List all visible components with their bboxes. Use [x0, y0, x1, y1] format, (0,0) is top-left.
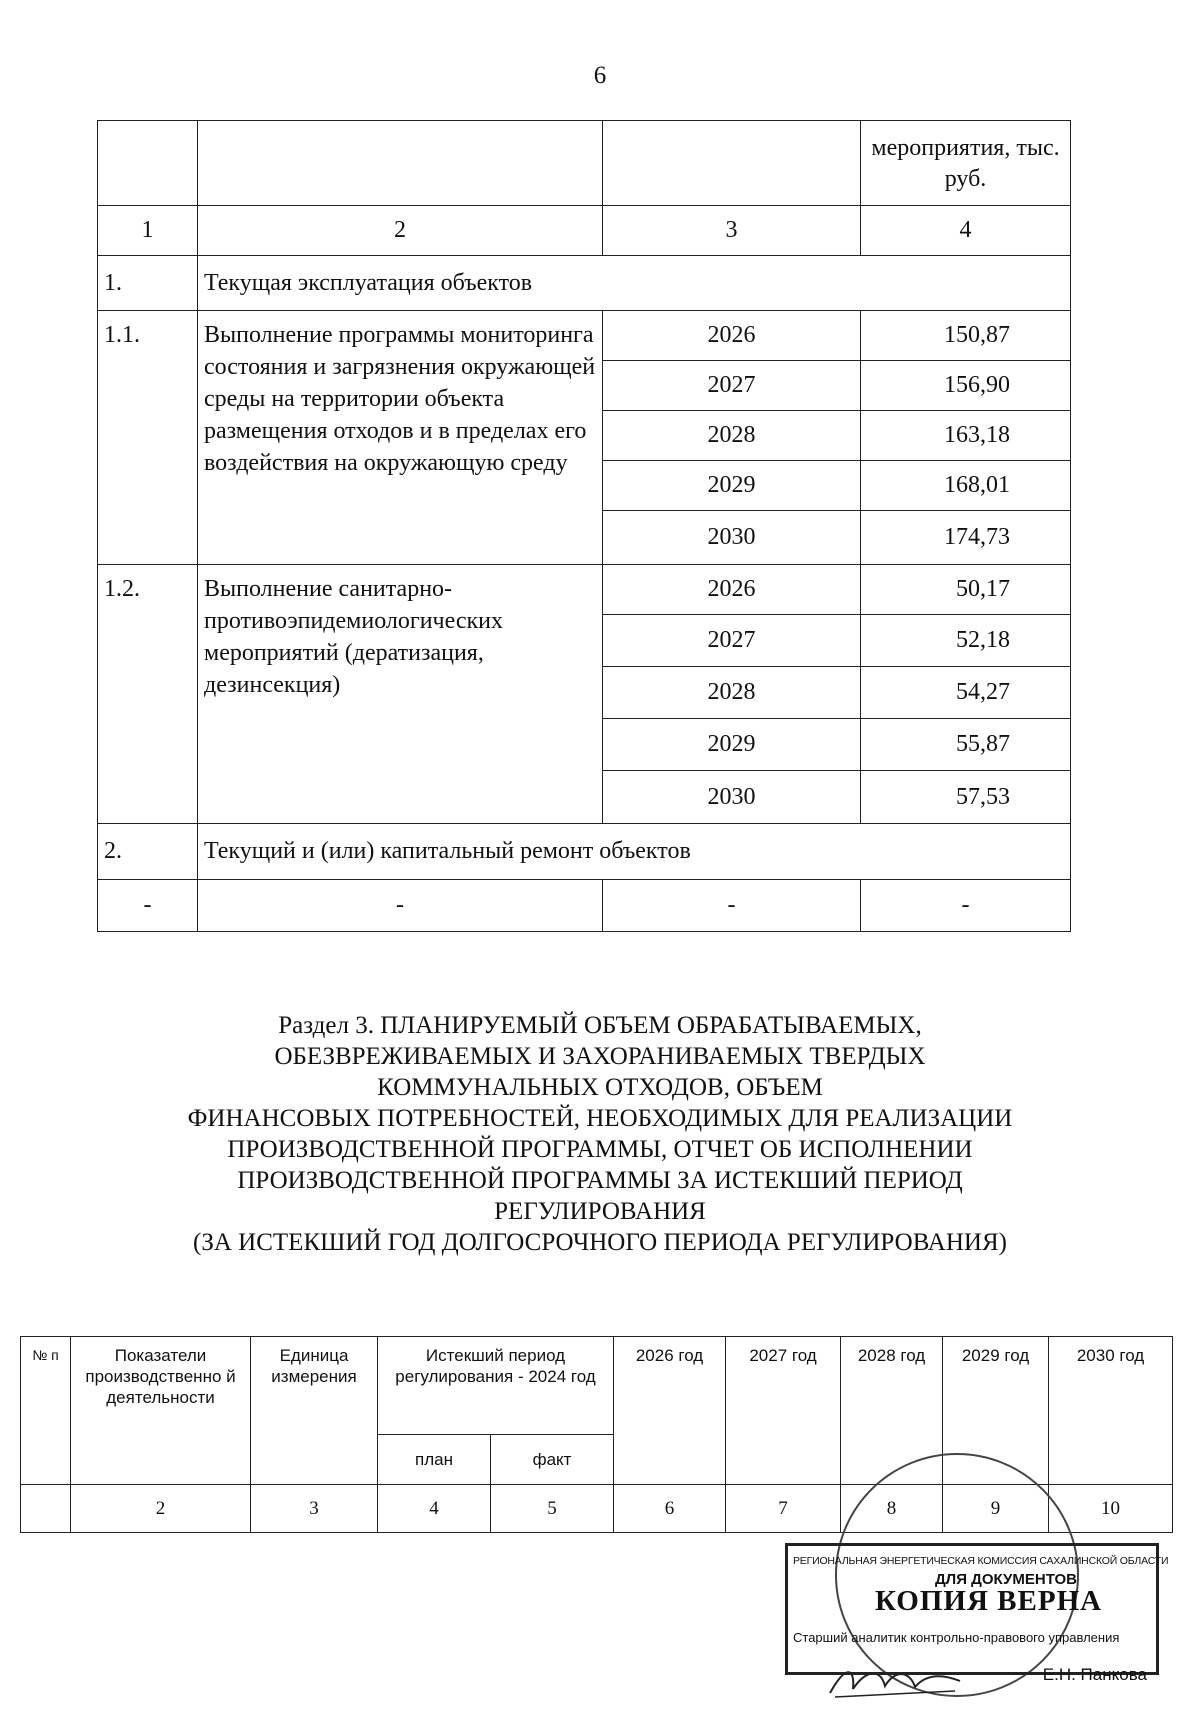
- section-title-line: ОБЕЗВРЕЖИВАЕМЫХ И ЗАХОРАНИВАЕМЫХ ТВЕРДЫХ: [274, 1043, 926, 1070]
- section-title-line: (ЗА ИСТЕКШИЙ ГОД ДОЛГОСРОЧНОГО ПЕРИОДА РЕГУЛИРОВАНИЯ): [193, 1229, 1007, 1256]
- column-number-row: [98, 206, 1071, 256]
- item-number: 1.1.: [98, 311, 198, 565]
- signer-name: Е.Н. Панкова: [1042, 1665, 1147, 1684]
- value-cell: 54,27: [861, 667, 1071, 719]
- unit-header: Единица измерения: [251, 1337, 378, 1485]
- item-number: 1.2.: [98, 565, 198, 824]
- year-cell: 2026: [603, 565, 861, 615]
- col-number: 4: [378, 1485, 491, 1533]
- section-title: Текущая эксплуатация объектов: [198, 256, 1071, 311]
- section-number: 2.: [98, 824, 198, 880]
- dash-cell: -: [98, 880, 198, 932]
- stamp-role: Старший аналитик контрольно-правового управления: [793, 1630, 1120, 1645]
- stamp-verified: КОПИЯ ВЕРНА: [875, 1585, 1103, 1617]
- value-cell: 168,01: [861, 461, 1071, 511]
- section-row: [98, 256, 1071, 311]
- stamp-doc-label: ДЛЯ ДОКУМЕНТОВ: [935, 1571, 1077, 1588]
- dash-cell: -: [861, 880, 1071, 932]
- certification-stamp: [785, 1493, 1169, 1684]
- fact-header: факт: [491, 1435, 614, 1485]
- col-number: 6: [614, 1485, 726, 1533]
- year-cell: 2028: [603, 667, 861, 719]
- value-cell: 156,90: [861, 361, 1071, 411]
- dash-row: [98, 880, 1071, 932]
- section-row: [98, 824, 1071, 880]
- activities-cost-table: [97, 120, 1071, 932]
- plan-header: план: [378, 1435, 491, 1485]
- dash-cell: -: [198, 880, 603, 932]
- section-3-title: [100, 1010, 1100, 1258]
- year-header: 2027 год: [726, 1337, 841, 1485]
- item-description: Выполнение программы мониторинга состояния и загрязнения окружающей среды на территории объекта размещения отходов и в пределах его воздействия на окружающую среду: [198, 311, 603, 565]
- col-number: 3: [603, 206, 861, 256]
- section-title-line: РЕГУЛИРОВАНИЯ: [494, 1198, 706, 1225]
- col-number: 1: [98, 206, 198, 256]
- col-number: 2: [71, 1485, 251, 1533]
- year-cell: 2027: [603, 615, 861, 667]
- col-number: [21, 1485, 71, 1533]
- col-number: 3: [251, 1485, 378, 1533]
- header-cell-2: [198, 121, 603, 206]
- section-title: Текущий и (или) капитальный ремонт объектов: [198, 824, 1071, 880]
- table-row: [98, 311, 1071, 361]
- col-number: 10: [1049, 1485, 1173, 1533]
- value-cell: 174,73: [861, 511, 1071, 565]
- section-title-line: ФИНАНСОВЫХ ПОТРЕБНОСТЕЙ, НЕОБХОДИМЫХ ДЛЯ РЕАЛИЗАЦИИ: [187, 1105, 1013, 1132]
- section-title-line: ПРОИЗВОДСТВЕННОЙ ПРОГРАММЫ ЗА ИСТЕКШИЙ ПЕРИОД: [237, 1167, 963, 1194]
- year-cell: 2027: [603, 361, 861, 411]
- year-header: 2029 год: [943, 1337, 1049, 1485]
- col-number: 4: [861, 206, 1071, 256]
- section-title-line: ПРОИЗВОДСТВЕННОЙ ПРОГРАММЫ, ОТЧЕТ ОБ ИСПОЛНЕНИИ: [227, 1136, 973, 1163]
- page-number: 6: [593, 62, 607, 89]
- value-cell: 55,87: [861, 719, 1071, 771]
- table-row: [98, 565, 1071, 615]
- header-cell-1: [98, 121, 198, 206]
- year-header: 2030 год: [1049, 1337, 1173, 1485]
- signature: [825, 1661, 965, 1701]
- header-cost-cell: мероприятия, тыс. руб.: [861, 121, 1071, 206]
- dash-cell: -: [603, 880, 861, 932]
- year-cell: 2030: [603, 771, 861, 824]
- value-cell: 57,53: [861, 771, 1071, 824]
- row-number-header: № п: [21, 1337, 71, 1485]
- col-number: 7: [726, 1485, 841, 1533]
- indicators-header: Показатели производственно й деятельности: [71, 1337, 251, 1485]
- value-cell: 50,17: [861, 565, 1071, 615]
- stamp-organization: РЕГИОНАЛЬНАЯ ЭНЕРГЕТИЧЕСКАЯ КОМИССИЯ САХАЛИНСКОЙ ОБЛАСТИ: [793, 1555, 1169, 1567]
- year-header: 2028 год: [841, 1337, 943, 1485]
- item-description: Выполнение санитарно-противоэпидемиологических мероприятий (дератизация, дезинсекция): [198, 565, 603, 824]
- year-cell: 2026: [603, 311, 861, 361]
- section-title-line: КОММУНАЛЬНЫХ ОТХОДОВ, ОБЪЕМ: [377, 1074, 823, 1101]
- period-header: Истекший период регулирования - 2024 год: [378, 1337, 614, 1435]
- section-number: 1.: [98, 256, 198, 311]
- value-cell: 163,18: [861, 411, 1071, 461]
- year-cell: 2029: [603, 461, 861, 511]
- year-cell: 2028: [603, 411, 861, 461]
- section-title-line: Раздел 3. ПЛАНИРУЕМЫЙ ОБЪЕМ ОБРАБАТЫВАЕМЫХ,: [278, 1012, 922, 1039]
- header-cell-3: [603, 121, 861, 206]
- value-cell: 150,87: [861, 311, 1071, 361]
- value-cell: 52,18: [861, 615, 1071, 667]
- year-cell: 2030: [603, 511, 861, 565]
- col-number: 8: [841, 1485, 943, 1533]
- col-number: 2: [198, 206, 603, 256]
- col-number: 5: [491, 1485, 614, 1533]
- col-number: 9: [943, 1485, 1049, 1533]
- year-cell: 2029: [603, 719, 861, 771]
- year-header: 2026 год: [614, 1337, 726, 1485]
